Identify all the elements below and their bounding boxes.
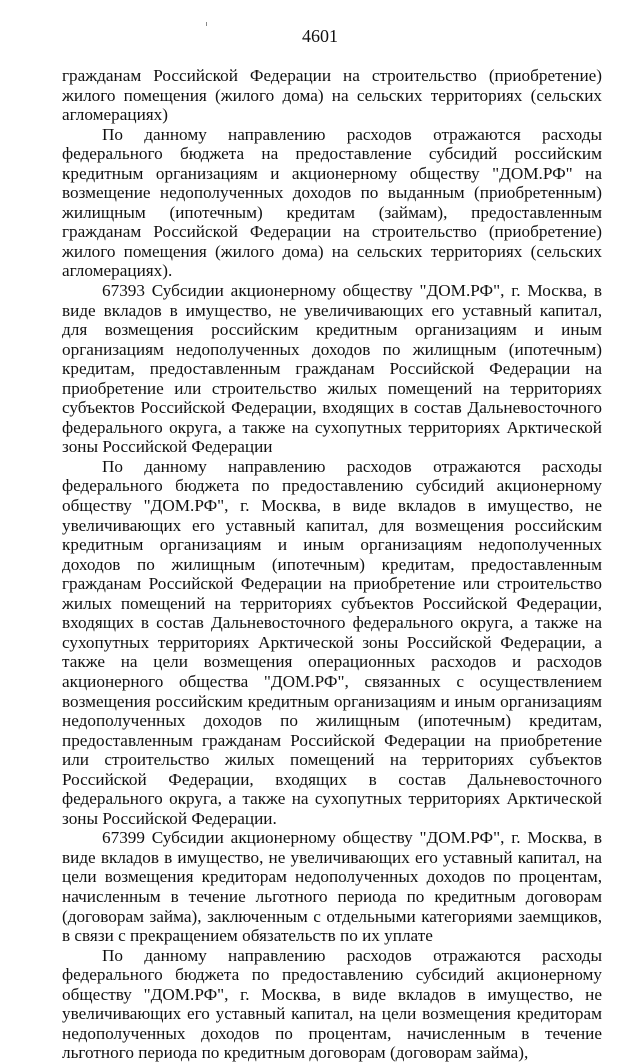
paragraph-code-67393: 67393 Субсидии акционерному обществу "ДОМ.РФ", г. Москва, в виде вкладов в имущество, не увеличивающих его уставный капитал, для возмещения российским кредитным организациям и иным организациям недополученных доходов по жилищным (ипотечным) кредитам, предоставленным гражданам Российской Федерации на приобретение или строительство жилых помещений на территориях субъектов Российской Федерации, входящих в состав Дальневосточного федерального округа, а также на сухопутных территориях Арктической зоны Российской Федерации <box>62 281 602 457</box>
paragraph-expense-description: По данному направлению расходов отражаются расходы федерального бюджета по предоставлению субсидий акционерному обществу "ДОМ.РФ", г. Москва, в виде вкладов в имущество, не увеличивающих его уставный капитал, на цели возмещения кредиторам недополученных доходов по процентам, начисленным в течение льготного периода по кредитным договорам (договорам займа), <box>62 945 602 1063</box>
document-body <box>62 66 602 1063</box>
paragraph-expense-description: По данному направлению расходов отражаются расходы федерального бюджета по предоставлению субсидий акционерному обществу "ДОМ.РФ", г. Москва, в виде вкладов в имущество, не увеличивающих его уставный капитал, для возмещения российским кредитным организациям и иным организациям недополученных доходов по жилищным (ипотечным) кредитам, предоставленным гражданам Российской Федерации на приобретение или строительство жилых помещений на территориях субъектов Российской Федерации, входящих в состав Дальневосточного федерального округа, а также на сухопутных территориях Арктической зоны Российской Федерации, а также на цели возмещения операционных расходов и расходов акционерного общества "ДОМ.РФ", связанных с осуществлением возмещения российским кредитным организациям и иным организациям недополученных доходов по жилищным (ипотечным) кредитам, предоставленным гражданам Российской Федерации на приобретение или строительство жилых помещений на территориях субъектов Российской Федерации, входящих в состав Дальневосточного федерального округа, а также на сухопутных территориях Арктической зоны Российской Федерации. <box>62 456 602 828</box>
paragraph-continuation: гражданам Российской Федерации на строительство (приобретение) жилого помещения (жилого дома) на сельских территориях (сельских агломерациях) <box>62 66 602 125</box>
paragraph-expense-description: По данному направлению расходов отражаются расходы федерального бюджета на предоставление субсидий российским кредитным организациям и акционерному обществу "ДОМ.РФ" на возмещение недополученных доходов по выданным (приобретенным) жилищным (ипотечным) кредитам (займам), предоставленным гражданам Российской Федерации на строительство (приобретение) жилого помещения (жилого дома) на сельских территориях (сельских агломерациях). <box>62 124 602 281</box>
page-number: 4601 <box>302 26 338 46</box>
paragraph-code-67399: 67399 Субсидии акционерному обществу "ДОМ.РФ", г. Москва, в виде вкладов в имущество, не увеличивающих его уставный капитал, на цели возмещения кредиторам недополученных доходов по процентам, начисленным в течение льготного периода по кредитным договорам (договорам займа), заключенным с отдельными категориями заемщиков, в связи с прекращением обязательств по их уплате <box>62 828 602 946</box>
